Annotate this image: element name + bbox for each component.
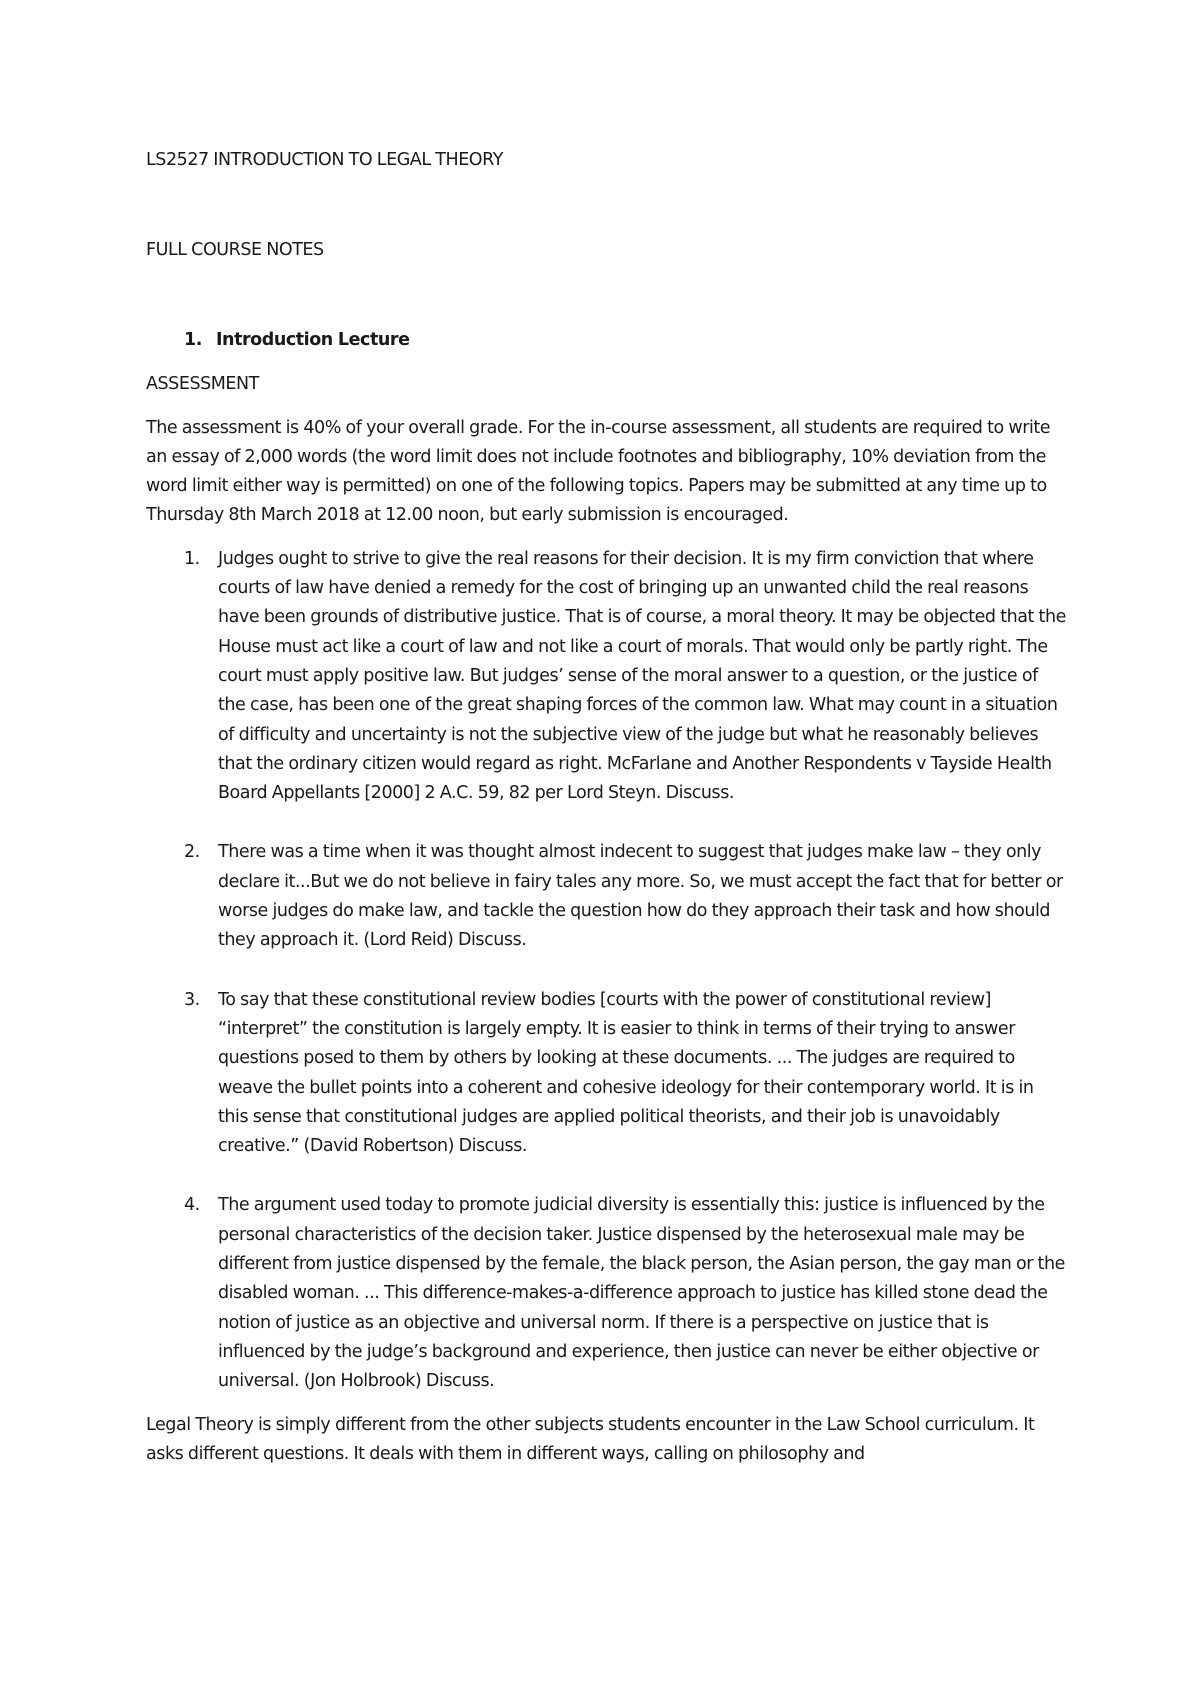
topic-number: 3.	[184, 989, 200, 1010]
topic-text: Judges ought to strive to give the real reasons for their decision. It is my firm conviction that where courts of law have denied a remedy for the cost of bringing up an unwanted child the real reasons have been grounds of distributive justice. That is of course, a moral theory. It may be objected that the House must act like a court of law and not like a court of morals. That would only be partly right. The court must apply positive law. But judges’ sense of the moral answer to a question, or the justice of the case, has been one of the great shaping forces of the common law. What may count in a situation of difficulty and uncertainty is not the subjective view of the judge but what he reasonably believes that the ordinary citizen would regard as right. McFarlane and Another Respondents v Tayside Health Board Appellants [2000] 2 A.C. 59, 82 per Lord Steyn. Discuss.	[218, 548, 1066, 804]
closing-paragraph: Legal Theory is simply different from the other subjects students encounter in the Law School curriculum. It asks different questions. It deals with them in different ways, calling on philosophy and	[146, 1414, 1035, 1464]
topic-number: 1.	[184, 548, 200, 569]
list-item	[146, 838, 1066, 955]
notes-title: FULL COURSE NOTES	[146, 240, 324, 260]
topic-text: There was a time when it was thought almost indecent to suggest that judges make law – they only declare it...But we do not believe in fairy tales any more. So, we must accept the fact that for better or worse judges do make law, and tackle the question how do they approach their task and how should they approach it. (Lord Reid) Discuss.	[218, 842, 1063, 951]
list-item	[146, 986, 1066, 1162]
topic-number: 4.	[184, 1195, 200, 1216]
list-item	[146, 1191, 1066, 1396]
topic-text: The argument used today to promote judicial diversity is essentially this: justice is influenced by the personal characteristics of the decision taker. Justice dispensed by the heterosexual male may be different from justice dispensed by the female, the black person, the Asian person, the gay man or the disabled woman. ... This difference-makes-a-difference approach to justice has killed stone dead the notion of justice as an objective and universal norm. If there is a perspective on justice that is influenced by the judge’s background and experience, then justice can never be either objective or universal. (Jon Holbrook) Discuss.	[218, 1195, 1065, 1392]
topic-text: To say that these constitutional review bodies [courts with the power of constitutional review] “interpret” the constitution is largely empty. It is easier to think in terms of their trying to answer questions posed to them by others by looking at these documents. ... The judges are required to weave the bullet points into a coherent and cohesive ideology for their contemporary world. It is in this sense that constitutional judges are applied political theorists, and their job is unavoidably creative.” (David Robertson) Discuss.	[218, 989, 1034, 1157]
list-item	[146, 545, 1066, 809]
intro-paragraph: The assessment is 40% of your overall grade. For the in-course assessment, all students are required to write an essay of 2,000 words (the word limit does not include footnotes and bibliography, 10% deviation from the word limit either way is permitted) on one of the following topics. Papers may be submitted at any time up to Thursday 8th March 2018 at 12.00 noon, but early submission is encouraged.	[146, 417, 1051, 526]
section-heading	[146, 326, 1066, 355]
section-number: 1.	[184, 330, 202, 350]
assessment-label: ASSESSMENT	[146, 374, 259, 395]
section-title: Introduction Lecture	[216, 330, 410, 350]
course-title: LS2527 INTRODUCTION TO LEGAL THEORY	[146, 150, 503, 170]
essay-topics-list	[146, 545, 1066, 1397]
document-body	[146, 146, 1066, 1483]
topic-number: 2.	[184, 842, 200, 863]
